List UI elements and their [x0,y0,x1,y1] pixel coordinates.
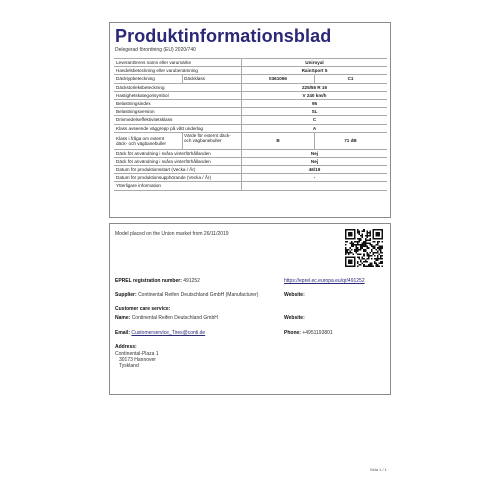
email-label: Email: [115,330,131,336]
table-row [114,150,387,158]
row-label: Datum för produktionsstart (Vecka / År) [116,167,196,173]
row-value: V 240 km/h [302,92,327,98]
row-value: 225/55 R 16 [301,84,328,90]
row-label: Hastighetskategorisymbol [116,92,169,98]
address-label: Address: [115,344,137,350]
row-value: Nej [310,150,319,156]
product-table [114,58,387,191]
divider [241,182,242,189]
row-label: Klass avseende väggrepp på vått underlag [116,125,204,131]
row-value: 0361066 [269,76,287,82]
qr-code-icon[interactable] [345,229,383,267]
table-row [114,108,387,116]
email-link[interactable]: Customerservice_Tires@conti.de [131,330,206,336]
table-row [114,166,387,174]
row-label: Däck för användning i svåra vinterförhållanden [116,150,211,156]
row-label: Däck för användning i svåra vinterförhållanden [116,158,211,164]
supplier-line [115,292,258,298]
market-placement-text: Model placed on the Union market from 26/11/2019 [115,231,229,237]
row-label: Leverantörens namn eller varumärke [116,60,192,65]
divider [182,133,183,149]
phone-line [284,330,333,336]
customer-care-label: Customer care service: [115,306,171,312]
table-row [114,75,387,83]
website-label-2: Website: [284,315,305,321]
noise-class-label-line: däck- och vägbanebuller [116,141,167,147]
class-label: Däckklass [184,76,205,82]
address-line: 30173 Hannover [119,357,156,363]
row-label: Belastningsindex [116,100,151,106]
noise-class-label [116,136,166,147]
phone-value: +4951193801 [302,330,333,336]
row-label: Drivmedelseffektivitetsklass [116,117,173,123]
website-label: Website: [284,292,305,298]
row-label: Däcktypbeteckning [116,76,155,82]
product-info-box [109,22,391,218]
table-row [114,59,387,67]
table-row [114,67,387,75]
eprel-link[interactable]: https://eprel.ec.europa.eu/qr/491252 [284,278,365,284]
name-line [115,315,218,321]
eprel-number [115,278,200,284]
eprel-info-box [109,223,391,395]
table-row [114,182,387,190]
row-value: C [312,117,317,123]
noise-class-label-line: Klass i fråga om externt [116,135,165,141]
noise-db-value: 71 dB [344,137,357,143]
row-value: - [313,175,316,181]
noise-value-label-line: och vägbanebuller [184,138,222,144]
row-label: Däckstorleksbeteckning [116,84,165,90]
name-value: Continental Reifen Deutschland GmbH [131,315,218,321]
table-row [114,125,387,133]
noise-value-label-line: Värde för externt däck- [184,132,231,138]
table-row [114,116,387,124]
row-value: RainSport 5 [301,68,328,74]
table-row [114,100,387,108]
page-title: Produktinformationsblad [115,26,332,46]
email-line [115,330,205,336]
noise-class-value: B [276,137,280,143]
row-label: Datum för produktionsupphörande (Vecka / År) [116,175,211,181]
row-value: 95 [311,100,318,106]
table-row [114,158,387,166]
eprel-label: EPREL registration number: [115,278,182,284]
divider [182,75,183,82]
row-value: Nej [310,158,319,164]
row-value: SL [311,109,318,115]
table-row [114,133,387,150]
row-label: Belastningsversion [116,109,155,115]
address-line: Continental-Plaza 1 [115,351,159,357]
supplier-label: Supplier: [115,292,137,298]
table-row [114,84,387,92]
row-value: Uniroyal [305,60,324,65]
row-label: Ytterligare information [116,183,161,189]
phone-label: Phone: [284,330,301,336]
row-label: Handelsbeteckning eller varubenämning [116,68,198,74]
page-number: Sida 1 / 1 [370,467,387,472]
row-value: 46/19 [308,167,321,173]
noise-value-label [184,133,231,144]
address-line: Tyskland [119,363,139,369]
table-row [114,92,387,100]
table-row [114,174,387,182]
regulation-subtitle: Delegerad förordning (EU) 2020/740 [115,47,196,53]
row-value: A [312,125,317,131]
eprel-value: 491252 [183,278,200,284]
supplier-value: Continental Reifen Deutschland GmbH (Manufacturer) [138,292,259,298]
class-value: C1 [347,76,354,82]
name-label: Name: [115,315,131,321]
